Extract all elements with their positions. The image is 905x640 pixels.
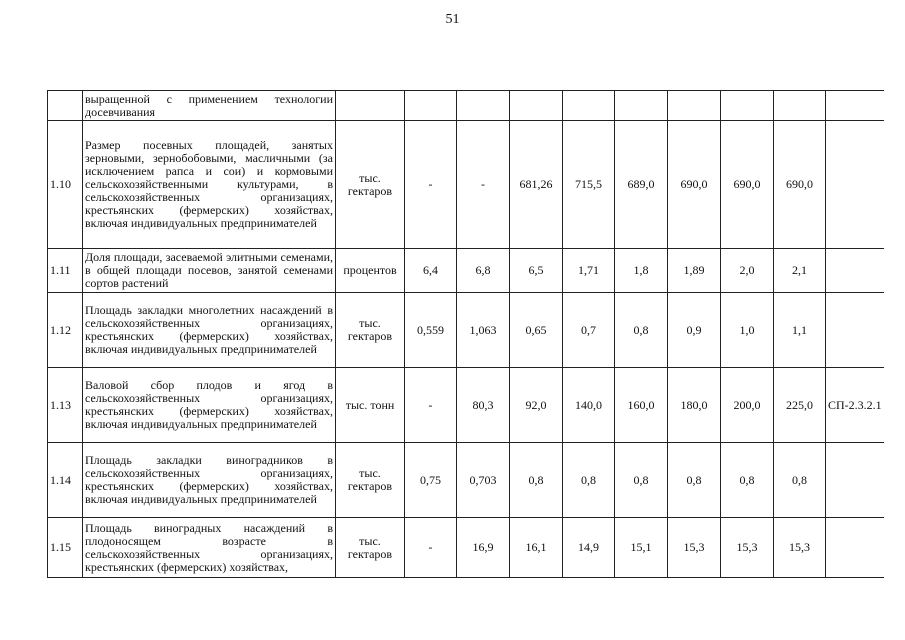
indicator-description: Размер посевных площадей, занятых зерновыми, зернобобовыми, масличными (за исключением рапса и сои) и кормовыми сельскохозяйственными культурами, в сельскохозяйственных организациях, крестьянских (фермерских) хозяйствах, включая индивидуальных предпринимателей xyxy=(83,121,336,249)
value-cell: 0,8 xyxy=(563,443,615,518)
value-cell: 0,8 xyxy=(721,443,774,518)
indicator-description: Площадь закладки многолетних насаждений в сельскохозяйственных организациях, крестьянских (фермерских) хозяйствах, включая индивидуальных предпринимателей xyxy=(83,293,336,368)
value-cell: 15,3 xyxy=(721,518,774,578)
table-row xyxy=(48,518,884,578)
note-cell xyxy=(826,91,884,121)
indicators-table xyxy=(47,90,884,578)
value-cell: 2,0 xyxy=(721,249,774,293)
unit-cell: тыс. гектаров xyxy=(336,293,405,368)
value-cell: 225,0 xyxy=(774,368,826,443)
table-row xyxy=(48,293,884,368)
note-cell xyxy=(826,443,884,518)
page-number: 51 xyxy=(445,12,460,27)
value-cell: 6,8 xyxy=(457,249,510,293)
value-cell: 16,9 xyxy=(457,518,510,578)
value-cell: 0,8 xyxy=(615,443,668,518)
value-cell: 140,0 xyxy=(563,368,615,443)
row-number: 1.14 xyxy=(48,443,83,518)
value-cell: - xyxy=(457,121,510,249)
value-cell: 0,7 xyxy=(563,293,615,368)
value-cell: - xyxy=(405,368,457,443)
indicator-description: выращенной с применением технологии досевчивания xyxy=(83,91,336,121)
indicator-description: Доля площади, засеваемой элитными семенами, в общей площади посевов, занятой семенами сортов растений xyxy=(83,249,336,293)
value-cell: 15,3 xyxy=(774,518,826,578)
note-cell xyxy=(826,121,884,249)
note-cell xyxy=(826,518,884,578)
unit-cell: тыс. гектаров xyxy=(336,121,405,249)
value-cell: 0,559 xyxy=(405,293,457,368)
value-cell: 0,8 xyxy=(668,443,721,518)
value-cell: 0,75 xyxy=(405,443,457,518)
table-row xyxy=(48,443,884,518)
value-cell: 715,5 xyxy=(563,121,615,249)
value-cell: 0,703 xyxy=(457,443,510,518)
row-number: 1.12 xyxy=(48,293,83,368)
indicator-description: Площадь виноградных насаждений в плодоносящем возрасте в сельскохозяйственных организациях, крестьянских (фермерских) хозяйствах, xyxy=(83,518,336,578)
value-cell xyxy=(457,91,510,121)
value-cell: 0,8 xyxy=(774,443,826,518)
value-cell: 14,9 xyxy=(563,518,615,578)
table-row xyxy=(48,121,884,249)
unit-cell: процентов xyxy=(336,249,405,293)
value-cell: 200,0 xyxy=(721,368,774,443)
row-number: 1.15 xyxy=(48,518,83,578)
value-cell: 80,3 xyxy=(457,368,510,443)
value-cell: 15,1 xyxy=(615,518,668,578)
indicator-description: Валовой сбор плодов и ягод в сельскохозяйственных организациях, крестьянских (фермерских) хозяйствах, включая индивидуальных предпринимателей xyxy=(83,368,336,443)
value-cell: 690,0 xyxy=(668,121,721,249)
value-cell: 1,89 xyxy=(668,249,721,293)
value-cell: - xyxy=(405,121,457,249)
table-row xyxy=(48,249,884,293)
unit-cell: тыс. гектаров xyxy=(336,518,405,578)
value-cell: 0,8 xyxy=(615,293,668,368)
value-cell: 16,1 xyxy=(510,518,563,578)
value-cell xyxy=(615,91,668,121)
unit-cell: тыс. тонн xyxy=(336,368,405,443)
value-cell xyxy=(405,91,457,121)
unit-cell: тыс. гектаров xyxy=(336,443,405,518)
value-cell: 0,65 xyxy=(510,293,563,368)
value-cell: 160,0 xyxy=(615,368,668,443)
row-number: 1.11 xyxy=(48,249,83,293)
value-cell: 92,0 xyxy=(510,368,563,443)
note-cell xyxy=(826,249,884,293)
row-number xyxy=(48,91,83,121)
row-number: 1.10 xyxy=(48,121,83,249)
value-cell: 1,1 xyxy=(774,293,826,368)
note-cell xyxy=(826,293,884,368)
value-cell: 0,8 xyxy=(510,443,563,518)
value-cell: 1,8 xyxy=(615,249,668,293)
value-cell xyxy=(774,91,826,121)
value-cell xyxy=(510,91,563,121)
value-cell: 180,0 xyxy=(668,368,721,443)
value-cell: 690,0 xyxy=(721,121,774,249)
value-cell xyxy=(563,91,615,121)
value-cell: 15,3 xyxy=(668,518,721,578)
unit-cell xyxy=(336,91,405,121)
value-cell: 690,0 xyxy=(774,121,826,249)
value-cell: 0,9 xyxy=(668,293,721,368)
value-cell: 1,71 xyxy=(563,249,615,293)
value-cell xyxy=(721,91,774,121)
note-cell: СП-2.3.2.1 xyxy=(826,368,884,443)
row-number: 1.13 xyxy=(48,368,83,443)
table-row xyxy=(48,368,884,443)
indicator-description: Площадь закладки виноградников в сельскохозяйственных организациях, крестьянских (фермерских) хозяйствах, включая индивидуальных предпринимателей xyxy=(83,443,336,518)
continuation-row xyxy=(48,91,884,121)
value-cell xyxy=(668,91,721,121)
value-cell: 6,5 xyxy=(510,249,563,293)
value-cell: 2,1 xyxy=(774,249,826,293)
value-cell: 1,0 xyxy=(721,293,774,368)
value-cell: 6,4 xyxy=(405,249,457,293)
value-cell: 681,26 xyxy=(510,121,563,249)
value-cell: 1,063 xyxy=(457,293,510,368)
value-cell: 689,0 xyxy=(615,121,668,249)
value-cell: - xyxy=(405,518,457,578)
